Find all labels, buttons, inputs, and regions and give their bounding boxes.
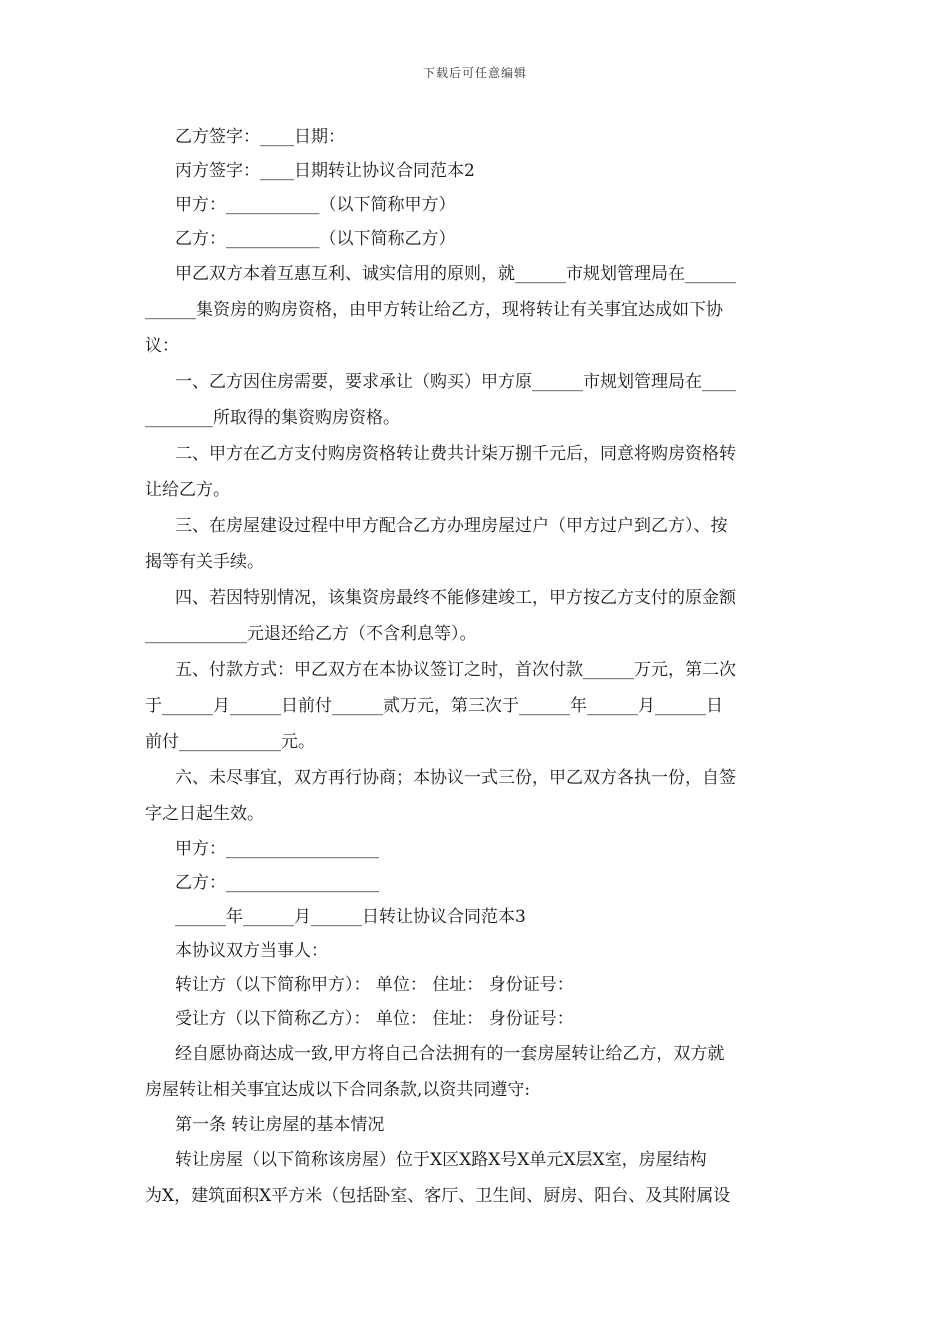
paragraph-line: 经自愿协商达成一致,甲方将自己合法拥有的一套房屋转让给乙方，双方就 [175, 1044, 725, 1064]
transferee-line: 受让方（以下简称乙方）： 单位： 住址： 身份证号： [175, 1009, 574, 1029]
paragraph-line: 议： [145, 336, 179, 356]
paragraph-line: ______集资房的购房资格，由甲方转让给乙方，现将转让有关事宜达成如下协 [145, 300, 723, 320]
article-1-line: 转让房屋（以下简称该房屋）位于X区X路X号X单元X层X室，房屋结构 [175, 1150, 707, 1170]
article-1-heading: 第一条 转让房屋的基本情况 [175, 1115, 385, 1135]
transferor-line: 转让方（以下简称甲方）： 单位： 住址： 身份证号： [175, 975, 574, 995]
clause-4-line: 四、若因特别情况，该集资房最终不能修建竣工，甲方按乙方支付的原金额 [175, 588, 736, 608]
article-1-line: 为X，建筑面积X平方米（包括卧室、客厅、卫生间、厨房、阳台、及其附属设 [145, 1186, 731, 1206]
clause-5-line: 于______月______日前付______贰万元，第三次于______年______月______日 [145, 696, 723, 716]
paragraph-line: 房屋转让相关事宜达成以下合同条款,以资共同遵守: [145, 1080, 531, 1100]
page-header: 下载后可任意编辑 [422, 66, 527, 80]
clause-2-line: 让给乙方。 [145, 480, 230, 500]
clause-2-line: 二、甲方在乙方支付购房资格转让费共计柒万捌千元后，同意将购房资格转 [175, 444, 736, 464]
clause-6-line: 六、未尽事宜，双方再行协商；本协议一式三份，甲乙双方各执一份，自签 [175, 768, 736, 788]
clause-5-line: 前付____________元。 [145, 732, 315, 752]
clause-1-line: ________所取得的集资购房资格。 [145, 408, 400, 428]
sign-line-party-c: 丙方签字：____日期转让协议合同范本2 [175, 161, 475, 181]
party-b-line: 乙方：___________（以下简称乙方） [175, 229, 456, 249]
clause-6-line: 字之日起生效。 [145, 804, 264, 824]
clause-4-line: ____________元退还给乙方（不含利息等）。 [145, 624, 477, 644]
clause-5-line: 五、付款方式：甲乙双方在本协议签订之时，首次付款______万元，第二次 [175, 660, 736, 680]
sign-line-party-b: 乙方签字：____日期： [175, 127, 345, 147]
clause-1-line: 一、乙方因住房需要，要求承让（购买）甲方原______市规划管理局在____ [175, 372, 736, 392]
party-b-signature-line: 乙方：__________________ [175, 873, 379, 893]
party-a-line: 甲方：___________（以下简称甲方） [175, 195, 456, 215]
paragraph-line: 甲乙双方本着互惠互利、诚实信用的原则，就______市规划管理局在______ [175, 264, 736, 284]
party-a-signature-line: 甲方：__________________ [175, 839, 379, 859]
document-body [145, 120, 810, 1214]
parties-heading: 本协议双方当事人： [175, 941, 328, 961]
clause-3-line: 揭等有关手续。 [145, 552, 264, 572]
date-line: ______年______月______日转让协议合同范本3 [175, 907, 526, 927]
clause-3-line: 三、在房屋建设过程中甲方配合乙方办理房屋过户（甲方过户到乙方）、按 [175, 516, 728, 536]
